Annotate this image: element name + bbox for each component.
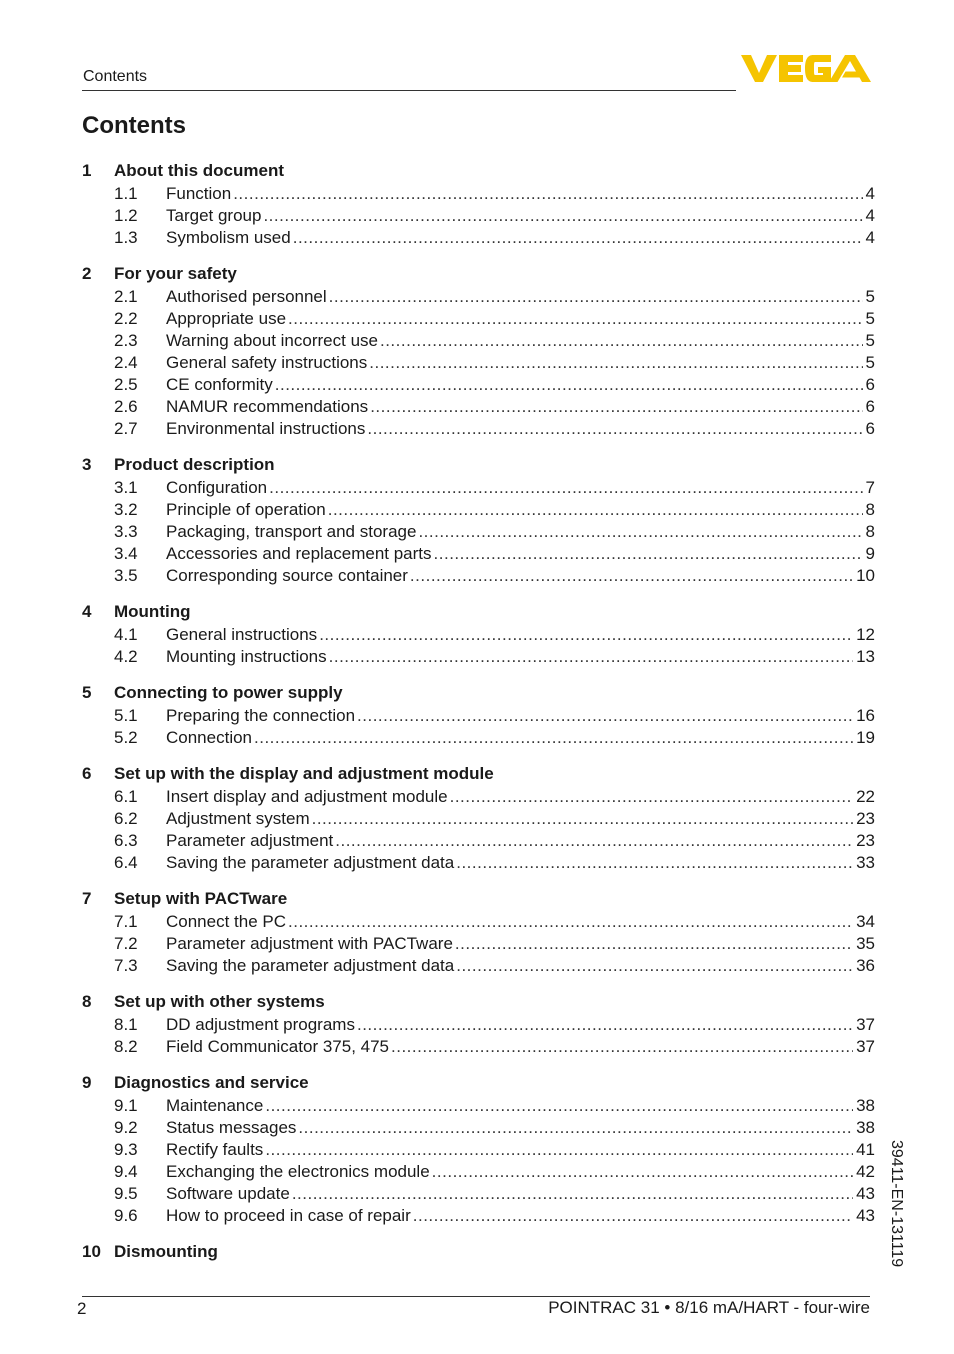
toc-entry-page: 13 xyxy=(856,647,875,666)
toc-entry-number: 1.2 xyxy=(114,206,138,225)
toc-entry-title: Adjustment system xyxy=(166,809,310,828)
toc-entry-page: 5 xyxy=(865,309,875,328)
toc-section-heading[interactable] xyxy=(82,681,875,705)
toc-entry-page: 9 xyxy=(865,544,875,563)
toc-dot-leader xyxy=(312,809,853,829)
toc-entry[interactable] xyxy=(82,308,875,330)
toc-dot-leader xyxy=(298,1118,853,1138)
toc-entry[interactable] xyxy=(82,830,875,852)
toc-entry-page: 43 xyxy=(856,1184,875,1203)
toc-entry-number: 6.2 xyxy=(114,809,138,828)
toc-entry-page: 38 xyxy=(856,1118,875,1137)
toc-entry-title: Status messages xyxy=(166,1118,297,1137)
toc-entry-title: General instructions xyxy=(166,625,318,644)
toc-entry[interactable] xyxy=(82,352,875,374)
toc-entry-number: 9.5 xyxy=(114,1184,138,1203)
toc-entry-page: 36 xyxy=(856,956,875,975)
toc-dot-leader xyxy=(367,419,862,439)
toc-entry[interactable] xyxy=(82,933,875,955)
toc-entry-title: General safety instructions xyxy=(166,353,368,372)
toc-section-title: Connecting to power supply xyxy=(114,683,343,702)
toc-section-title: Set up with other systems xyxy=(114,992,325,1011)
toc-entry-title: Rectify faults xyxy=(166,1140,264,1159)
footer-product-name: POINTRAC 31 • 8/16 mA/HART - four-wire xyxy=(548,1298,870,1317)
toc-entry-page: 6 xyxy=(865,397,875,416)
toc-entry-number: 3.4 xyxy=(114,544,138,563)
toc-entry[interactable] xyxy=(82,396,875,418)
toc-entry-page: 8 xyxy=(865,522,875,541)
toc-entry[interactable] xyxy=(82,183,875,205)
toc-entry-page: 23 xyxy=(856,809,875,828)
toc-dot-leader xyxy=(434,544,863,564)
toc-dot-leader xyxy=(357,706,853,726)
toc-dot-leader xyxy=(335,831,853,851)
toc-dot-leader xyxy=(455,934,853,954)
toc-dot-leader xyxy=(328,500,863,520)
toc-entry-page: 8 xyxy=(865,500,875,519)
toc-entry-title: Corresponding source container xyxy=(166,566,408,585)
toc-section-heading[interactable] xyxy=(82,453,875,477)
toc-entry-title: How to proceed in case of repair xyxy=(166,1206,411,1225)
toc-entry-page: 41 xyxy=(856,1140,875,1159)
toc-entry-title: Authorised personnel xyxy=(166,287,327,306)
toc-entry[interactable] xyxy=(82,1095,875,1117)
toc-entry[interactable] xyxy=(82,330,875,352)
toc-section-heading[interactable] xyxy=(82,887,875,911)
footer-rule xyxy=(82,1296,870,1297)
toc-section-heading[interactable] xyxy=(82,159,875,183)
toc-entry[interactable] xyxy=(82,1205,875,1227)
toc-section xyxy=(82,1071,875,1227)
toc-dot-leader xyxy=(254,728,853,748)
toc-entry-title: Parameter adjustment with PACTware xyxy=(166,934,453,953)
toc-entry-page: 37 xyxy=(856,1015,875,1034)
toc-dot-leader xyxy=(292,1184,853,1204)
toc-entry-title: Environmental instructions xyxy=(166,419,366,438)
toc-section-title: Dismounting xyxy=(114,1242,218,1261)
toc-entry[interactable] xyxy=(82,1161,875,1183)
toc-entry-title: CE conformity xyxy=(166,375,273,394)
toc-section xyxy=(82,762,875,874)
toc-entry-number: 2.4 xyxy=(114,353,138,372)
toc-entry-number: 3.3 xyxy=(114,522,138,541)
toc-section-title: For your safety xyxy=(114,264,237,283)
toc-dot-leader xyxy=(329,647,853,667)
toc-entry-number: 7.1 xyxy=(114,912,138,931)
toc-dot-leader xyxy=(380,331,863,351)
toc-entry-number: 2.3 xyxy=(114,331,138,350)
toc-dot-leader xyxy=(410,566,853,586)
toc-entry-number: 2.7 xyxy=(114,419,138,438)
toc-section xyxy=(82,990,875,1058)
toc-dot-leader xyxy=(391,1037,853,1057)
toc-entry-title: Maintenance xyxy=(166,1096,264,1115)
toc-entry-page: 43 xyxy=(856,1206,875,1225)
toc-entry-number: 4.1 xyxy=(114,625,138,644)
toc-entry-page: 37 xyxy=(856,1037,875,1056)
toc-entry[interactable] xyxy=(82,786,875,808)
toc-dot-leader xyxy=(319,625,853,645)
toc-entry-number: 6.1 xyxy=(114,787,138,806)
toc-entry-title: Configuration xyxy=(166,478,268,497)
toc-entry[interactable] xyxy=(82,205,875,227)
toc-entry-number: 5.2 xyxy=(114,728,138,747)
toc-section-heading[interactable] xyxy=(82,990,875,1014)
toc-entry-number: 6.3 xyxy=(114,831,138,850)
toc-entry-number: 7.2 xyxy=(114,934,138,953)
toc-dot-leader xyxy=(450,787,853,807)
toc-entry-number: 3.5 xyxy=(114,566,138,585)
toc-section xyxy=(82,159,875,249)
toc-entry[interactable] xyxy=(82,543,875,565)
toc-entry[interactable] xyxy=(82,852,875,874)
toc-section-heading[interactable] xyxy=(82,1240,875,1264)
toc-entry-title: Parameter adjustment xyxy=(166,831,334,850)
toc-section-number: 6 xyxy=(82,764,92,783)
toc-entry[interactable] xyxy=(82,477,875,499)
toc-entry[interactable] xyxy=(82,1183,875,1205)
toc-entry-number: 2.2 xyxy=(114,309,138,328)
toc-section-title: Diagnostics and service xyxy=(114,1073,309,1092)
toc-entry-page: 5 xyxy=(865,287,875,306)
toc-entry-number: 9.4 xyxy=(114,1162,138,1181)
toc-entry-page: 7 xyxy=(865,478,875,497)
toc-entry-number: 9.6 xyxy=(114,1206,138,1225)
toc-entry-page: 22 xyxy=(856,787,875,806)
toc-dot-leader xyxy=(288,912,853,932)
toc-entry-number: 2.6 xyxy=(114,397,138,416)
toc-entry-number: 3.1 xyxy=(114,478,138,497)
document-code: 39411-EN-131119 xyxy=(888,1140,905,1268)
toc-entry[interactable] xyxy=(82,955,875,977)
toc-entry-page: 4 xyxy=(865,206,875,225)
toc-dot-leader xyxy=(233,184,862,204)
toc-entry-page: 33 xyxy=(856,853,875,872)
toc-entry[interactable] xyxy=(82,286,875,308)
toc-entry-title: Connect the PC xyxy=(166,912,287,931)
toc-entry[interactable] xyxy=(82,1117,875,1139)
toc-dot-leader xyxy=(357,1015,853,1035)
toc-entry-title: Mounting instructions xyxy=(166,647,327,666)
toc-entry-page: 6 xyxy=(865,419,875,438)
toc-section xyxy=(82,453,875,587)
page-title: Contents xyxy=(82,112,186,139)
toc-section-number: 8 xyxy=(82,992,92,1011)
toc-dot-leader xyxy=(288,309,863,329)
toc-dot-leader xyxy=(370,397,862,417)
toc-section-heading[interactable] xyxy=(82,600,875,624)
toc-entry-page: 16 xyxy=(856,706,875,725)
header-rule xyxy=(82,90,736,91)
toc-entry-number: 9.3 xyxy=(114,1140,138,1159)
toc-entry-page: 34 xyxy=(856,912,875,931)
toc-entry[interactable] xyxy=(82,808,875,830)
toc-entry[interactable] xyxy=(82,1139,875,1161)
toc-entry-title: Appropriate use xyxy=(166,309,287,328)
toc-section-number: 2 xyxy=(82,264,92,283)
toc-entry[interactable] xyxy=(82,565,875,587)
toc-entry-title: Saving the parameter adjustment data xyxy=(166,853,455,872)
toc-entry-title: Function xyxy=(166,184,232,203)
toc-entry-page: 4 xyxy=(865,228,875,247)
toc-entry-title: Preparing the connection xyxy=(166,706,356,725)
toc-section-heading[interactable] xyxy=(82,1071,875,1095)
toc-dot-leader xyxy=(263,206,862,226)
toc-entry-number: 1.3 xyxy=(114,228,138,247)
toc-entry-title: Insert display and adjustment module xyxy=(166,787,448,806)
toc-entry[interactable] xyxy=(82,227,875,249)
toc-entry-page: 42 xyxy=(856,1162,875,1181)
toc-section-number: 9 xyxy=(82,1073,92,1092)
toc-dot-leader xyxy=(329,287,863,307)
toc-section-title: Setup with PACTware xyxy=(114,889,288,908)
toc-entry[interactable] xyxy=(82,705,875,727)
toc-entry[interactable] xyxy=(82,727,875,749)
toc-entry-page: 35 xyxy=(856,934,875,953)
toc-section xyxy=(82,600,875,668)
toc-section-heading[interactable] xyxy=(82,762,875,786)
header-label: Contents xyxy=(83,68,148,85)
toc-entry[interactable] xyxy=(82,911,875,933)
toc-section xyxy=(82,262,875,440)
toc-dot-leader xyxy=(456,956,853,976)
toc-entry-number: 7.3 xyxy=(114,956,138,975)
toc-entry-title: Symbolism used xyxy=(166,228,291,247)
toc-dot-leader xyxy=(418,522,862,542)
page-number: 2 xyxy=(77,1299,87,1318)
toc-section-title: Set up with the display and adjustment module xyxy=(114,764,494,783)
toc-entry[interactable] xyxy=(82,521,875,543)
toc-entry-number: 8.1 xyxy=(114,1015,138,1034)
toc-entry-number: 9.2 xyxy=(114,1118,138,1137)
toc-dot-leader xyxy=(269,478,862,498)
toc-section-number: 3 xyxy=(82,455,92,474)
toc-dot-leader xyxy=(265,1096,853,1116)
toc-entry[interactable] xyxy=(82,646,875,668)
toc-entry-page: 10 xyxy=(856,566,875,585)
toc-entry-title: NAMUR recommendations xyxy=(166,397,369,416)
toc-section-number: 5 xyxy=(82,683,92,702)
toc-entry-page: 5 xyxy=(865,353,875,372)
toc-entry[interactable] xyxy=(82,1036,875,1058)
toc-entry-number: 8.2 xyxy=(114,1037,138,1056)
toc-entry-page: 23 xyxy=(856,831,875,850)
toc-section xyxy=(82,681,875,749)
toc-entry[interactable] xyxy=(82,1014,875,1036)
toc-section-title: Mounting xyxy=(114,602,191,621)
toc-dot-leader xyxy=(413,1206,853,1226)
toc-entry-number: 2.1 xyxy=(114,287,138,306)
table-of-contents xyxy=(82,159,875,1277)
toc-entry-title: Field Communicator 375, 475 xyxy=(166,1037,390,1056)
toc-entry-title: Exchanging the electronics module xyxy=(166,1162,430,1181)
toc-entry-number: 9.1 xyxy=(114,1096,138,1115)
toc-entry-number: 5.1 xyxy=(114,706,138,725)
toc-dot-leader xyxy=(369,353,862,373)
toc-entry[interactable] xyxy=(82,499,875,521)
toc-entry-title: Packaging, transport and storage xyxy=(166,522,417,541)
toc-entry-title: Connection xyxy=(166,728,253,747)
toc-entry-title: Target group xyxy=(166,206,262,225)
toc-section-number: 1 xyxy=(82,161,92,180)
toc-entry-title: DD adjustment programs xyxy=(166,1015,355,1034)
toc-entry-page: 5 xyxy=(865,331,875,350)
toc-entry-page: 12 xyxy=(856,625,875,644)
toc-dot-leader xyxy=(432,1162,853,1182)
toc-entry-title: Warning about incorrect use xyxy=(166,331,378,350)
toc-section-number: 4 xyxy=(82,602,92,621)
brand-logo xyxy=(741,53,873,83)
toc-section-number: 7 xyxy=(82,889,92,908)
toc-entry[interactable] xyxy=(82,624,875,646)
toc-entry[interactable] xyxy=(82,418,875,440)
toc-entry-number: 2.5 xyxy=(114,375,138,394)
toc-section-heading[interactable] xyxy=(82,262,875,286)
toc-entry-number: 1.1 xyxy=(114,184,138,203)
toc-section xyxy=(82,887,875,977)
toc-entry-title: Accessories and replacement parts xyxy=(166,544,432,563)
toc-dot-leader xyxy=(275,375,863,395)
toc-dot-leader xyxy=(456,853,853,873)
toc-entry-number: 6.4 xyxy=(114,853,138,872)
toc-section-number: 10 xyxy=(82,1242,101,1261)
toc-entry-page: 19 xyxy=(856,728,875,747)
toc-dot-leader xyxy=(265,1140,853,1160)
toc-entry-title: Principle of operation xyxy=(166,500,326,519)
toc-dot-leader xyxy=(293,228,863,248)
toc-entry[interactable] xyxy=(82,374,875,396)
toc-entry-number: 3.2 xyxy=(114,500,138,519)
toc-section xyxy=(82,1240,875,1264)
toc-entry-page: 6 xyxy=(865,375,875,394)
toc-entry-page: 4 xyxy=(865,184,875,203)
toc-entry-page: 38 xyxy=(856,1096,875,1115)
toc-section-title: About this document xyxy=(114,161,284,180)
vega-logo-icon xyxy=(741,53,873,83)
toc-section-title: Product description xyxy=(114,455,275,474)
toc-entry-title: Software update xyxy=(166,1184,290,1203)
toc-entry-number: 4.2 xyxy=(114,647,138,666)
toc-entry-title: Saving the parameter adjustment data xyxy=(166,956,455,975)
